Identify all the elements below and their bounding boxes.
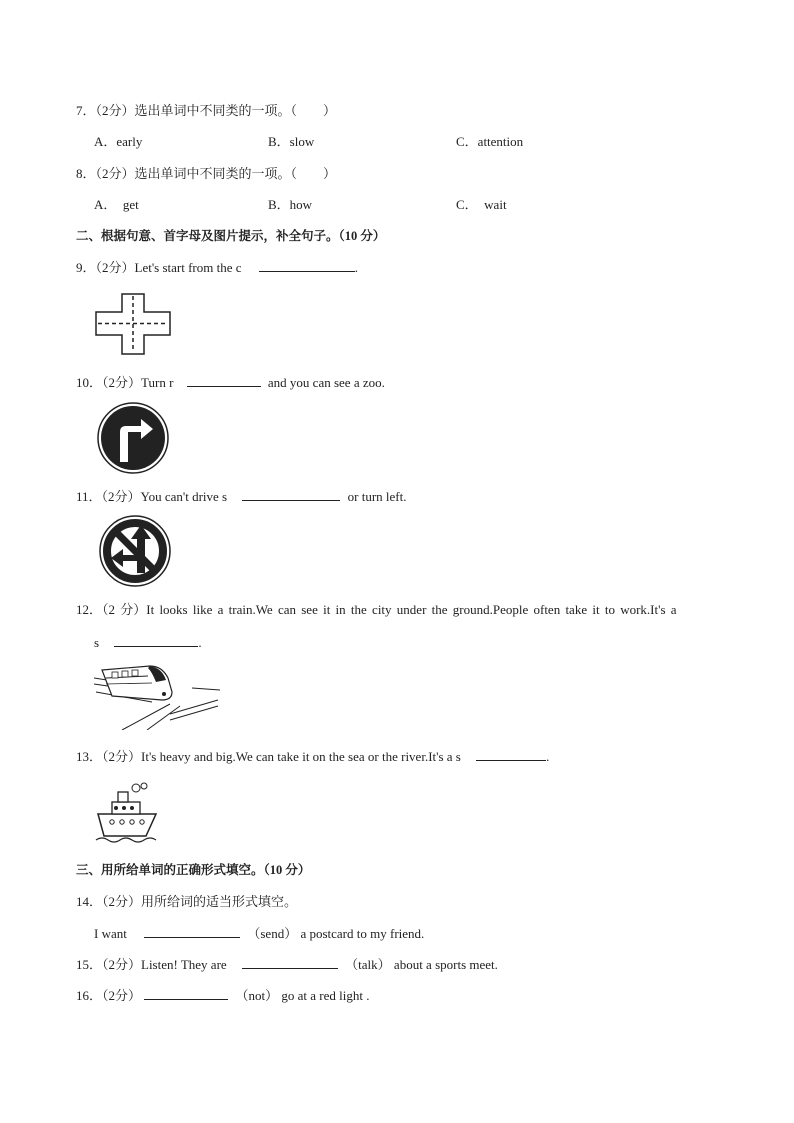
q12-line2	[94, 634, 202, 651]
q12-line1: 12．（2 分）It looks like a train.We can see it in the city under the ground.People often take it to work.It's a	[76, 602, 677, 617]
q16	[76, 987, 369, 1004]
q11-blank[interactable]	[242, 488, 340, 501]
q9-blank[interactable]	[259, 259, 355, 272]
q14-post: a postcard to my friend.	[300, 926, 425, 941]
q16-hint: （not）	[235, 988, 279, 1003]
q9	[76, 259, 358, 276]
q15-blank[interactable]	[242, 956, 338, 969]
q16-post: go at a red light .	[281, 988, 370, 1003]
q8-option-a[interactable]: A． get	[94, 197, 139, 212]
no-straight-or-left-sign-icon	[95, 515, 177, 587]
q12-blank[interactable]	[114, 634, 198, 647]
q9-end: .	[354, 260, 359, 275]
q11-text: 11．（2分）You can't drive s	[76, 489, 228, 504]
q13-blank[interactable]	[476, 748, 546, 761]
q16-blank[interactable]	[144, 987, 228, 1000]
q10	[76, 374, 385, 391]
subway-train-icon	[92, 660, 222, 730]
q11-end: or turn left.	[347, 489, 407, 504]
q15-pre: 15．（2分）Listen! They are	[76, 957, 227, 972]
section-3-heading: 三、用所给单词的正确形式填空。（10 分）	[76, 863, 311, 877]
q14-sentence	[94, 925, 424, 942]
q13-text: 13．（2分）It's heavy and big.We can take it on the sea or the river.It's a s	[76, 749, 461, 764]
q12-text: s	[94, 635, 100, 650]
crossroad-icon	[95, 293, 171, 355]
q8-stem: 8．（2分）选出单词中不同类的一项。（ ）	[76, 166, 337, 181]
q15-post: about a sports meet.	[393, 957, 498, 972]
q16-pre: 16．（2分）	[76, 988, 142, 1003]
q10-text: 10．（2分）Turn r	[76, 375, 174, 390]
q7-stem: 7．（2分）选出单词中不同类的一项。（ ）	[76, 103, 337, 118]
q13-end: .	[546, 749, 550, 764]
q12-end: .	[198, 635, 202, 650]
q7-option-b[interactable]: B．slow	[268, 134, 315, 149]
q14-hint: （send）	[247, 926, 298, 941]
q8-option-c[interactable]: C． wait	[456, 197, 507, 212]
q14-blank[interactable]	[144, 925, 240, 938]
q8-option-b[interactable]: B．how	[268, 197, 313, 212]
q7-option-a[interactable]: A．early	[94, 134, 143, 149]
section-2-heading: 二、根据句意、首字母及图片提示，补全句子。（10 分）	[76, 229, 386, 243]
q14-stem: 14．（2分）用所给词的适当形式填空。	[76, 894, 298, 909]
ship-icon	[94, 782, 164, 846]
q15-hint: （talk）	[345, 957, 391, 972]
turn-right-sign-icon	[95, 402, 171, 474]
q10-blank[interactable]	[187, 374, 261, 387]
q14-pre: I want	[94, 926, 127, 941]
q15	[76, 956, 498, 973]
q7-option-c[interactable]: C．attention	[456, 134, 524, 149]
q9-text: 9．（2分）Let's start from the c	[76, 260, 242, 275]
q11	[76, 488, 406, 505]
q10-end: and you can see a zoo.	[267, 375, 385, 390]
q13	[76, 748, 549, 765]
